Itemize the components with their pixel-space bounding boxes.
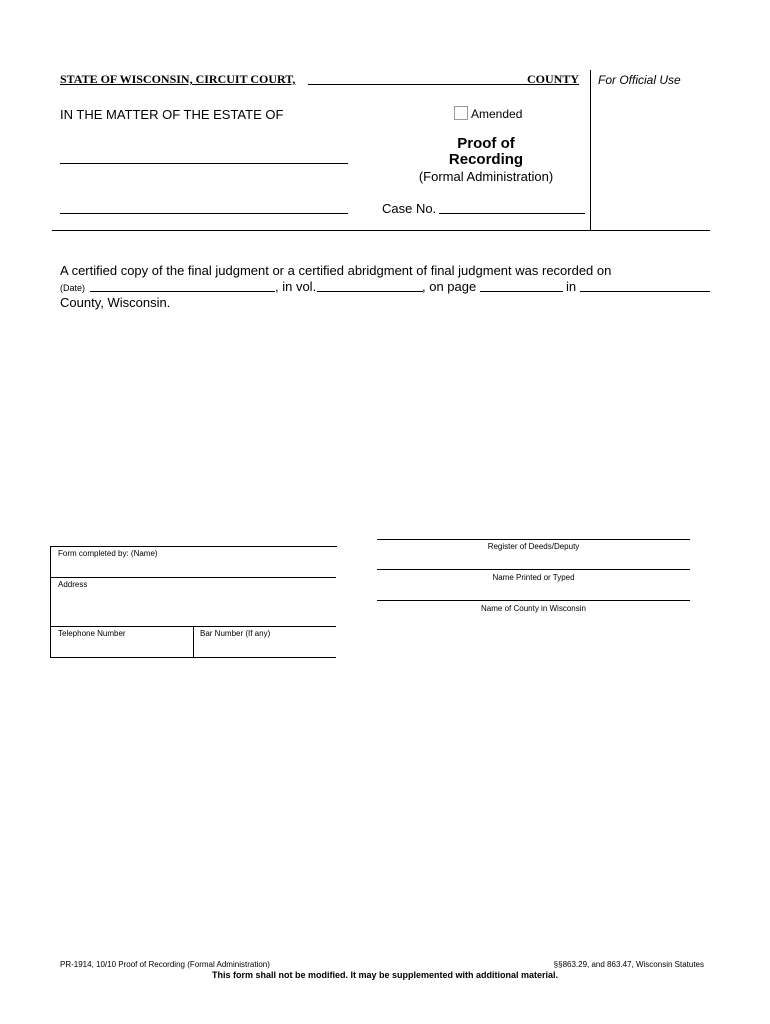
county-name-label: Name of County in Wisconsin bbox=[481, 604, 586, 613]
recording-statement: A certified copy of the final judgment or a certified abridgment of final judgment was recorded on bbox=[60, 263, 612, 278]
estate-name-line[interactable] bbox=[60, 163, 348, 164]
court-title: STATE OF WISCONSIN, CIRCUIT COURT, bbox=[60, 72, 296, 86]
form-id: PR-1914, 10/10 Proof of Recording (Formal Administration) bbox=[60, 960, 270, 969]
county-wisconsin-label: County, Wisconsin. bbox=[60, 295, 171, 310]
amended-checkbox[interactable] bbox=[454, 106, 468, 120]
date-field[interactable] bbox=[90, 291, 275, 292]
estate-matter-label: IN THE MATTER OF THE ESTATE OF bbox=[60, 107, 284, 122]
phone-bar-divider bbox=[193, 627, 194, 658]
completed-by-label: Form completed by: (Name) bbox=[58, 549, 158, 558]
date-label: (Date) bbox=[60, 283, 86, 293]
name-row-divider bbox=[50, 577, 336, 578]
form-title-line1: Proof of bbox=[457, 135, 515, 152]
bar-number-label: Bar Number (If any) bbox=[200, 629, 271, 638]
form-title bbox=[380, 136, 592, 168]
amended-label: Amended bbox=[471, 107, 523, 121]
address-label: Address bbox=[58, 580, 88, 589]
page-label: , on page bbox=[422, 279, 477, 294]
register-label: Register of Deeds/Deputy bbox=[487, 542, 580, 551]
estate-name-line-2[interactable] bbox=[60, 213, 348, 214]
form-subtitle: (Formal Administration) bbox=[418, 169, 554, 184]
county-name-line[interactable] bbox=[377, 600, 690, 601]
telephone-label: Telephone Number bbox=[58, 629, 126, 638]
modification-notice: This form shall not be modified. It may be supplemented with additional material. bbox=[211, 970, 559, 980]
form-title-line2: Recording bbox=[448, 151, 524, 168]
case-no-field[interactable] bbox=[439, 213, 585, 214]
caption-separator bbox=[52, 230, 710, 231]
county-field-line[interactable] bbox=[308, 84, 528, 85]
case-no-label: Case No. bbox=[382, 201, 437, 216]
register-signature-line[interactable] bbox=[377, 539, 690, 540]
vol-field[interactable] bbox=[317, 291, 423, 292]
in-label: in bbox=[566, 279, 577, 294]
name-printed-line[interactable] bbox=[377, 569, 690, 570]
name-printed-label: Name Printed or Typed bbox=[492, 573, 575, 582]
vol-label: , in vol. bbox=[275, 279, 317, 294]
page-field[interactable] bbox=[480, 291, 563, 292]
county-label: COUNTY bbox=[527, 72, 580, 86]
statutes-ref: §§863.29, and 863.47, Wisconsin Statutes bbox=[553, 960, 704, 969]
county-field[interactable] bbox=[580, 291, 710, 292]
official-use-label: For Official Use bbox=[598, 73, 681, 87]
